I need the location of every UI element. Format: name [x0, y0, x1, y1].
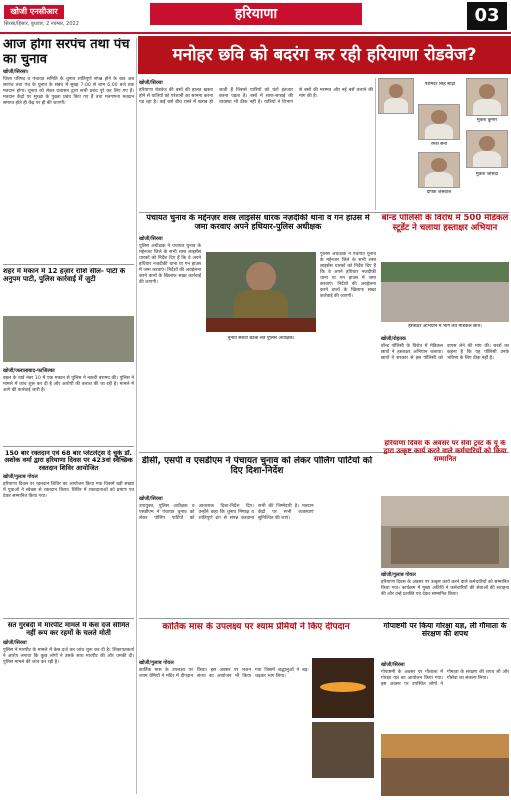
news-photo: [206, 252, 316, 332]
byline: खोजी/सिरसा: [381, 662, 405, 668]
article-body: कार्तिक मास के उपलक्ष्य पर श्याम प्रेमियों ने मंदिर में दीपदान किया। इस अवसर पर भजन संध्या का आयोजन भी किया गया जिसमें श्रद्धालुओं ने बढ़-चढ़कर भाग लिया।: [139, 668, 309, 679]
headline: कार्तिक मास के उपलक्ष्य पर श्याम प्रेमियों ने किए दीपदान: [162, 622, 350, 632]
article-dc-body: [139, 494, 373, 614]
article-kartik-body: [139, 658, 309, 796]
column-rule: [375, 78, 376, 210]
person-photo: [378, 78, 414, 114]
article-bond-body: [381, 334, 509, 438]
article-bond: [381, 214, 509, 248]
photo-caption: परमिंदर सिंह सोढ़ी: [424, 82, 456, 87]
news-photo: [312, 722, 374, 778]
article-body: पुलिस अधीक्षक ने पंचायत चुनाव के मद्देनजर जिले के सभी शस्त्र लाइसेंस धारकों को निर्देश दिए हैं कि वे अपने हथियार नजदीकी थाना या गन हाउस में जमा करवाएं। निर्देशों की अवहेलना करने वालों के खिलाफ सख्त कार्रवाई की जाएगी।: [320, 252, 376, 299]
byline: खोजी/गुलाब गोयल: [139, 660, 174, 666]
newspaper-logo: खोजी एनसीआर: [4, 5, 64, 19]
article-gopashtami: [381, 622, 509, 658]
headline: डीसी, एसपी व एसडीएम ने पंचायत चुनाव को लेकर पोलिंग पार्टियों को दिए दिशा-निर्देश: [141, 456, 373, 477]
byline: खोजी/रोहतक: [381, 336, 406, 342]
masthead: [0, 0, 511, 34]
headline: शहर में मकान में 12 हज़ार राशि सील- पार्टी के अनुपम पाटी, पुलिस कार्रवाई में जुटी: [3, 268, 126, 283]
photo-caption: रमेश सैनी: [430, 142, 448, 147]
news-photo: [381, 262, 509, 322]
article-body: हरियाणा रोडवेज की बसों की हालत खस्ता होने से यात्रियों को परेशानी का सामना करना पड़ रहा है। कई बसें बीच रास्ते में खराब हो जाती हैं जिससे यात्रियों को घंटों इंतजार करना पड़ता है। बसों में साफ-सफाई की व्यवस्था भी ठीक नहीं है। यात्रियों ने विभाग से बसों की मरम्मत और नई बसें चलाने की मांग की है।: [139, 88, 373, 105]
column-rule: [136, 38, 137, 794]
byline: खोजी/सिरसा: [139, 235, 163, 242]
headline: 150 बार रक्तदान एवं 68 बार प्लेटलेट्स दे चुके डॉ. अशोक वर्मा द्वारा हरियाणा दिवस पर 423वां स्वैच्छिक रक्तदान शिविर आयोजित: [4, 450, 133, 472]
article-body: हरियाणा दिवस के अवसर पर उत्कृष्ट कार्य करने वाले कर्मचारियों को सम्मानित किया गया। कार्यक्रम में मुख्य अतिथि ने कर्मचारियों की सेवाओं की सराहना की और उन्हें प्रशस्ति पत्र देकर सम्मानित किया।: [381, 580, 509, 597]
photo-caption: चुनाव संबंधी बैठक लेते पुलिस अधीक्षक।: [227, 336, 295, 341]
divider: [3, 618, 134, 619]
person-photo: [418, 152, 460, 188]
photo-caption: मुकेश जसिदा: [475, 172, 499, 177]
article-gopashtami-body: [381, 660, 509, 732]
section-title: हरियाणा: [150, 3, 362, 25]
divider: [139, 212, 509, 213]
article-body: गोपाष्टमी के अवसर पर गौशाला में गोरक्षा यज्ञ का आयोजन किया गया। इस अवसर पर उपस्थित लोगों ने गौमाता के संरक्षण की शपथ ली और गौसेवा का संकल्प लिया।: [381, 670, 509, 687]
headline: पंचायत चुनाव के मद्देनज़र शस्त्र लाइसेंस धारक नज़दीकी थाना व गन हाउस में जमा करवाए अपने हथियार-पुलिस अधीक्षक: [146, 214, 370, 231]
article-body: उपायुक्त, पुलिस अधीक्षक व एसडीएम ने पंचायत चुनाव को लेकर पोलिंग पार्टियों को आवश्यक दिशा-निर्देश दिए। उन्होंने कहा कि चुनाव निष्पक्ष व शांतिपूर्ण ढंग से संपन्न करवाना सभी की जिम्मेदारी है। मतदान केंद्रों पर सभी व्यवस्थाएं सुनिश्चित की जाएं।: [139, 504, 314, 521]
byline: खोजी/सिरसा: [3, 639, 27, 646]
article-roadways: [139, 78, 373, 210]
news-photo: [381, 496, 509, 568]
article-kartik: [139, 622, 373, 656]
news-photo: [3, 316, 134, 362]
edition-date: सिरसा/हिसार, बुधवार, 2 नवम्बर, 2022: [4, 21, 79, 27]
headline: हरियाणा दिवस के अवसर पर सेवा ट्रस्ट के यू के द्वारा उत्कृष्ट कार्य करने वाले कर्मचारियों को किया सम्मानित: [383, 440, 507, 463]
banner-headline: मनोहर छवि को बदरंग कर रही हरियाणा रोडवेज?: [138, 36, 511, 74]
byline: खोजी/जलालाबाद-फाजिल्का: [3, 368, 55, 374]
headline: गोपाष्टमी पर किया गोरक्षा यज्ञ, ली गौमाता के संरक्षण की शपथ: [383, 622, 507, 639]
article-sarpanch: [3, 38, 134, 263]
byline: खोजी/गुलाब गोयल: [3, 473, 38, 480]
byline: खोजी/सिरसा: [139, 80, 163, 86]
news-photo: [381, 734, 509, 796]
article-police-right: [320, 252, 376, 448]
article-body: बॉन्ड पॉलिसी के विरोध में मेडिकल छात्रों ने हस्ताक्षर अभियान चलाया। छात्रों ने सरकार से इस पॉलिसी को वापस लेने की मांग की। छात्रों का कहना है कि यह पॉलिसी उनके भविष्य के लिए ठीक नहीं है।: [381, 344, 509, 361]
photo-caption: दीपक जसवाल: [426, 190, 452, 195]
article-haryana-day-body: [381, 570, 509, 616]
article-body: बहल के वार्ड नंबर 10 में एक मकान से पुलिस ने नकदी बरामद की। पुलिस ने मामले में जांच शुरू कर दी है और आरोपी की तलाश की जा रही है। मामले में आगे की कार्रवाई जारी है।: [3, 376, 134, 393]
divider: [139, 618, 509, 619]
person-photo: [466, 130, 508, 168]
photo-caption: मुकेश कुमार: [476, 118, 498, 123]
page-number: 03: [467, 2, 507, 30]
byline: खोजी/सिरसा।: [3, 69, 29, 76]
divider: [3, 446, 134, 447]
article-body: पुलिस ने मारपीट के मामले में केस दर्ज कर जांच शुरू कर दी है। शिकायतकर्ता ने आरोप लगाया कि कुछ लोगों ने उसके साथ मारपीट की और धमकी दी। पुलिस मामले की जांच कर रही है।: [3, 647, 134, 665]
person-photo: [466, 78, 508, 116]
divider: [3, 264, 134, 265]
headline: बॉन्ड पॉलिसी के विरोध में 500 मेडिकल स्टूडेंट ने चलाया हस्ताक्षर अभियान: [381, 214, 509, 233]
photo-caption: हस्ताक्षर अभियान में भाग लेते मेडिकल छात्र।: [408, 324, 482, 329]
article-sealed-body: [3, 366, 134, 444]
article-sant: [3, 622, 134, 798]
headline: संत गुरबंदी में मारपीट मामले में केस दर्ज सीमित नहीं रूप कर रहमों के चलते मोती: [7, 622, 130, 637]
headline: आज होगा सरपंच तथा पंच का चुनाव: [3, 38, 130, 67]
news-photo: [312, 658, 374, 718]
article-body: हरियाणा दिवस पर रक्तदान शिविर का आयोजन किया गया जिसमें बड़ी संख्या में युवाओं ने स्वेच्छा से रक्तदान किया। शिविर में रक्तदाताओं को प्रमाण पत्र देकर सम्मानित किया गया।: [3, 481, 134, 499]
article-blood-donation: [3, 450, 134, 616]
article-body: जिला परिषद व पंचायत समिति के चुनाव शांतिपूर्ण संपन्न होने के बाद अब सरपंच तथा पंच के चुनाव के संबंध में सुबह 7:00 से शाम 6:00 बजे तक मतदान होगा। चुनाव को लेकर प्रशासन द्वारा सभी प्रबंध पूरे कर लिए गए हैं। मतदान केंद्रों पर सुरक्षा के पुख्ता प्रबंध किए गए हैं तथा मतगणना मतदान समाप्त होते ही केंद्र पर ही की जाएगी।: [3, 77, 134, 107]
article-body: पुलिस अधीक्षक ने पंचायत चुनाव के मद्देनजर जिले के सभी शस्त्र लाइसेंस धारकों को निर्देश दिए हैं कि वे अपने हथियार नजदीकी थाना या गन हाउस में जमा करवाएं। निर्देशों की अवहेलना करने वालों के खिलाफ सख्त कार्रवाई की जाएगी।: [139, 243, 201, 285]
article-haryana-day: [381, 440, 509, 496]
article-dc: [139, 456, 375, 492]
byline: खोजी/गुलाब गोयल: [381, 572, 416, 578]
byline: खोजी/सिरसा: [139, 496, 163, 502]
person-photo: [418, 104, 460, 140]
